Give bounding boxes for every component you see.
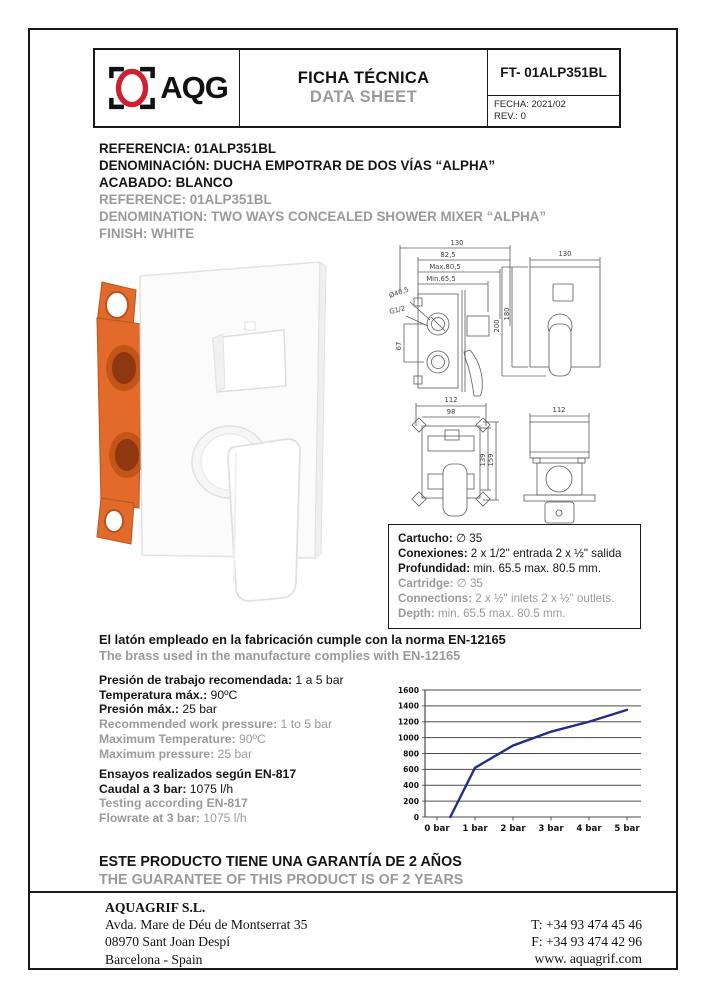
temperatura-max-line bbox=[99, 688, 344, 703]
chart-y-tick: 1200 bbox=[397, 717, 419, 727]
brand-logo bbox=[95, 50, 240, 126]
max-pressure-line bbox=[99, 747, 344, 762]
chart-x-tick: 4 bar bbox=[576, 824, 602, 834]
fax-line: F: +34 93 474 42 96 bbox=[531, 934, 642, 950]
conexiones-value: 2 x 1/2" entrada 2 x ½" salida bbox=[467, 547, 622, 560]
chart-x-tick: 0 bar bbox=[424, 824, 450, 834]
acabado-es: ACABADO: BLANCO bbox=[99, 174, 233, 190]
ensayos-line bbox=[99, 767, 296, 782]
depth-line bbox=[398, 606, 631, 621]
ensayos-label: Ensayos realizados según EN-817 bbox=[99, 767, 297, 781]
depth-label: Depth: bbox=[398, 607, 435, 620]
dim-box-height-total: 159 bbox=[487, 453, 495, 467]
reference-en: REFERENCE: 01ALP351BL bbox=[99, 191, 272, 207]
profundidad-value: min. 65.5 max. 80.5 mm. bbox=[470, 562, 601, 575]
dim-side-spacing: 67 bbox=[395, 341, 403, 351]
website-line: www. aquagrif.com bbox=[534, 951, 642, 967]
pressure-block bbox=[99, 673, 344, 761]
dim-side-inner: 82,5 bbox=[440, 251, 456, 259]
dim-side-max: Max.80,5 bbox=[429, 263, 461, 271]
tests-block bbox=[99, 767, 296, 826]
flowrate-value: 1075 l/h bbox=[199, 811, 247, 826]
connections-line bbox=[398, 591, 631, 606]
footer-contact-block bbox=[430, 916, 642, 968]
temperatura-max-label: Temperatura máx.: bbox=[99, 687, 208, 702]
dim-side-thread: G1/2 bbox=[388, 304, 407, 316]
chart-y-tick: 600 bbox=[403, 765, 419, 775]
cartridge-info-box bbox=[388, 524, 641, 629]
product-photo bbox=[84, 252, 378, 622]
cartucho-label: Cartucho: bbox=[398, 532, 453, 545]
testing-line bbox=[99, 796, 296, 811]
work-pressure-value: 1 to 5 bar bbox=[277, 717, 333, 732]
address-line-1: Avda. Mare de Déu de Montserrat 35 bbox=[105, 917, 308, 933]
drawing-front-view bbox=[502, 257, 600, 376]
profundidad-label: Profundidad: bbox=[398, 562, 471, 575]
warranty-en: THE GUARANTEE OF THIS PRODUCT IS OF 2 YEARS bbox=[99, 871, 464, 888]
title-es: FICHA TÉCNICA bbox=[297, 69, 430, 87]
address-line-2: 08970 Sant Joan Despí bbox=[105, 934, 230, 950]
chart-x-tick: 1 bar bbox=[462, 824, 488, 834]
connections-value: 2 x ½" inlets 2 x ½" outlets. bbox=[472, 592, 615, 605]
dim-boxside-width: 112 bbox=[552, 406, 566, 414]
dim-box-width-total: 112 bbox=[444, 396, 458, 404]
aqg-logo-icon bbox=[106, 62, 158, 114]
testing-label: Testing according EN-817 bbox=[99, 796, 248, 811]
footer-divider bbox=[30, 891, 676, 893]
dim-side-diameter: Ø40,5 bbox=[388, 285, 410, 300]
reference-block bbox=[99, 141, 546, 242]
document-ref-cell bbox=[488, 50, 619, 126]
caudal-value: 1075 l/h bbox=[186, 781, 234, 796]
chart-y-tick: 1600 bbox=[397, 685, 419, 695]
chart-y-tick: 1000 bbox=[397, 733, 419, 743]
connections-label: Connections: bbox=[398, 592, 473, 605]
cartucho-value: ∅ 35 bbox=[452, 532, 483, 545]
warranty-es: ESTE PRODUCTO TIENE UNA GARANTÍA DE 2 AÑOS bbox=[99, 854, 462, 870]
logo-text: AQG bbox=[160, 70, 228, 105]
max-temperature-value: 90ºC bbox=[235, 731, 266, 746]
dim-side-width: 130 bbox=[450, 239, 464, 247]
presion-trabajo-label: Presión de trabajo recomendada: bbox=[99, 673, 293, 687]
caudal-line bbox=[99, 782, 296, 797]
document-meta bbox=[488, 96, 619, 126]
flowrate-line bbox=[99, 811, 296, 826]
work-pressure-line bbox=[99, 717, 344, 732]
header bbox=[93, 48, 621, 128]
chart-x-tick: 2 bar bbox=[500, 824, 526, 834]
conexiones-label: Conexiones: bbox=[398, 547, 468, 560]
profundidad-line bbox=[398, 561, 631, 576]
dim-box-height-inner: 139 bbox=[479, 453, 487, 467]
max-pressure-value: 25 bar bbox=[214, 746, 253, 761]
presion-trabajo-value: 1 a 5 bar bbox=[292, 673, 344, 687]
technical-drawings bbox=[388, 234, 678, 524]
chart-y-tick: 1400 bbox=[397, 701, 419, 711]
norm-block bbox=[99, 632, 506, 664]
denominacion-es: DENOMINACIÓN: DUCHA EMPOTRAR DE DOS VÍAS “ALPHA” bbox=[99, 157, 496, 173]
presion-trabajo-line bbox=[99, 673, 344, 688]
phone-line: T: +34 93 474 45 46 bbox=[531, 917, 642, 932]
temperatura-max-value: 90ºC bbox=[207, 687, 238, 702]
caudal-label: Caudal a 3 bar: bbox=[99, 781, 187, 796]
chart-x-tick: 3 bar bbox=[538, 824, 564, 834]
cartucho-line bbox=[398, 531, 631, 546]
work-pressure-label: Recommended work pressure: bbox=[99, 717, 278, 732]
chart-x-tick: 5 bar bbox=[614, 824, 640, 834]
dim-front-height-plate: 180 bbox=[503, 307, 511, 321]
depth-value: min. 65.5 max. 80.5 mm. bbox=[434, 607, 566, 620]
denomination-en: DENOMINATION: TWO WAYS CONCEALED SHOWER MIXER “ALPHA” bbox=[99, 208, 547, 224]
chart-y-tick: 0 bbox=[413, 812, 419, 822]
orange-mounting-box bbox=[97, 282, 145, 544]
document-title bbox=[240, 50, 488, 126]
max-pressure-label: Maximum pressure: bbox=[99, 746, 215, 761]
presion-max-label: Presión máx.: bbox=[99, 702, 179, 717]
drawing-box-side bbox=[524, 413, 595, 523]
norm-es: El latón empleado en la fabricación cumple con la norma EN-12165 bbox=[99, 632, 506, 647]
footer-company-block bbox=[105, 899, 307, 968]
max-temperature-line bbox=[99, 732, 344, 747]
finish-en: FINISH: WHITE bbox=[99, 225, 195, 241]
dim-front-height-total: 200 bbox=[493, 319, 501, 333]
cartridge-line bbox=[398, 576, 631, 591]
chart-y-tick: 200 bbox=[403, 796, 419, 806]
company-name: AQUAGRIF S.L. bbox=[105, 900, 206, 915]
document-ref: FT- 01ALP351BL bbox=[488, 50, 619, 96]
dim-side-min: Min.65,5 bbox=[426, 275, 456, 283]
dim-box-width-inner: 98 bbox=[446, 408, 456, 416]
chart-y-tick: 400 bbox=[403, 781, 419, 791]
title-en: DATA SHEET bbox=[309, 88, 418, 106]
conexiones-line bbox=[398, 546, 631, 561]
referencia-es: REFERENCIA: 01ALP351BL bbox=[99, 141, 277, 156]
flowrate-label: Flowrate at 3 bar: bbox=[99, 811, 200, 826]
flow-chart bbox=[396, 676, 692, 844]
cartridge-value: ∅ 35 bbox=[453, 577, 483, 590]
cartridge-label: Cartridge: bbox=[398, 577, 454, 590]
max-temperature-label: Maximum Temperature: bbox=[99, 731, 236, 746]
presion-max-line bbox=[99, 702, 344, 717]
document-date: FECHA: 2021/02 bbox=[494, 99, 566, 110]
dim-front-width: 130 bbox=[558, 250, 572, 258]
warranty-block bbox=[99, 854, 463, 889]
chart-y-tick: 800 bbox=[403, 749, 419, 759]
norm-en: The brass used in the manufacture complies with EN-12165 bbox=[99, 647, 461, 663]
document-rev: REV.: 0 bbox=[494, 110, 526, 122]
address-line-3: Barcelona - Spain bbox=[105, 951, 203, 967]
presion-max-value: 25 bar bbox=[178, 702, 217, 717]
